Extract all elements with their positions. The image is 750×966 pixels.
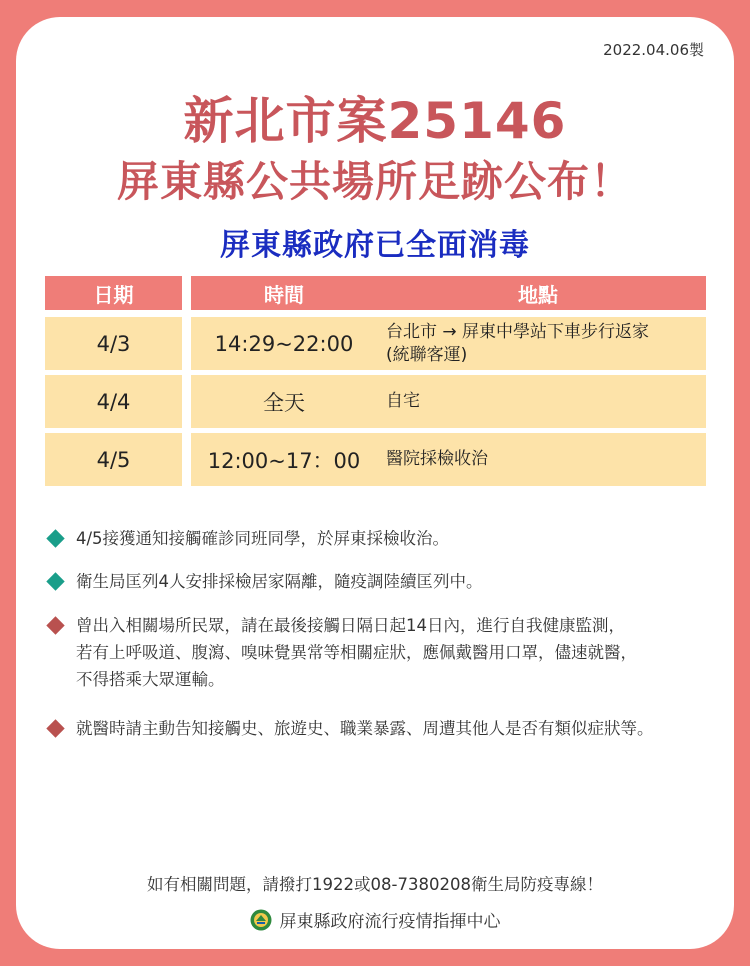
diamond-bullet-icon xyxy=(46,529,64,547)
diamond-bullet-icon xyxy=(46,719,64,737)
footer-org-name: 屏東縣政府流行疫情指揮中心 xyxy=(279,912,501,932)
made-date: 2022.04.06製 xyxy=(603,41,704,59)
header-date: 日期 xyxy=(45,276,182,310)
diamond-bullet-icon xyxy=(46,616,64,634)
bullet-item xyxy=(46,525,716,552)
bullet-item xyxy=(46,715,716,742)
row3-date: 4/5 xyxy=(45,433,182,486)
row1-date: 4/3 xyxy=(45,317,182,370)
bullet-item xyxy=(46,612,716,693)
row2-place: 自宅 xyxy=(370,375,706,428)
row2-date: 4/4 xyxy=(45,375,182,428)
county-seal-icon xyxy=(250,909,272,931)
notice-card xyxy=(16,17,734,949)
title-case-number: 新北市案25146 xyxy=(183,92,567,150)
footer xyxy=(16,907,734,932)
diamond-bullet-icon xyxy=(46,572,64,590)
disinfection-subtitle: 屏東縣政府已全面消毒 xyxy=(220,228,530,263)
bullet-text: 衛生局匡列4人安排採檢居家隔離，隨疫調陸續匡列中。 xyxy=(76,572,483,591)
bullet-text: 就醫時請主動告知接觸史、旅遊史、職業暴露、周遭其他人是否有類似症狀等。 xyxy=(76,719,654,738)
row3-place: 醫院採檢收治 xyxy=(370,433,706,486)
row2-time: 全天 xyxy=(191,375,377,428)
row3-time: 12:00~17：00 xyxy=(191,433,377,486)
row1-time: 14:29~22:00 xyxy=(191,317,377,370)
contact-hotline: 如有相關問題，請撥打1922或08-7380208衛生局防疫專線！ xyxy=(147,875,603,894)
row1-place: 台北市 → 屏東中學站下車步行返家 (統聯客運) xyxy=(370,317,706,370)
header-place: 地點 xyxy=(370,276,706,310)
bullet-item xyxy=(46,568,716,595)
bullet-text: 4/5接獲通知接觸確診同班同學，於屏東採檢收治。 xyxy=(76,529,450,548)
header-time: 時間 xyxy=(191,276,377,310)
title-announcement: 屏東縣公共場所足跡公布！ xyxy=(116,157,633,206)
bullet-text: 曾出入相關場所民眾，請在最後接觸日隔日起14日內，進行自我健康監測， 若有上呼吸道、腹瀉、嗅味覺異常等相關症狀，應佩戴醫用口罩，儘速就醫， 不得搭乘大眾運輸。 xyxy=(76,616,637,689)
